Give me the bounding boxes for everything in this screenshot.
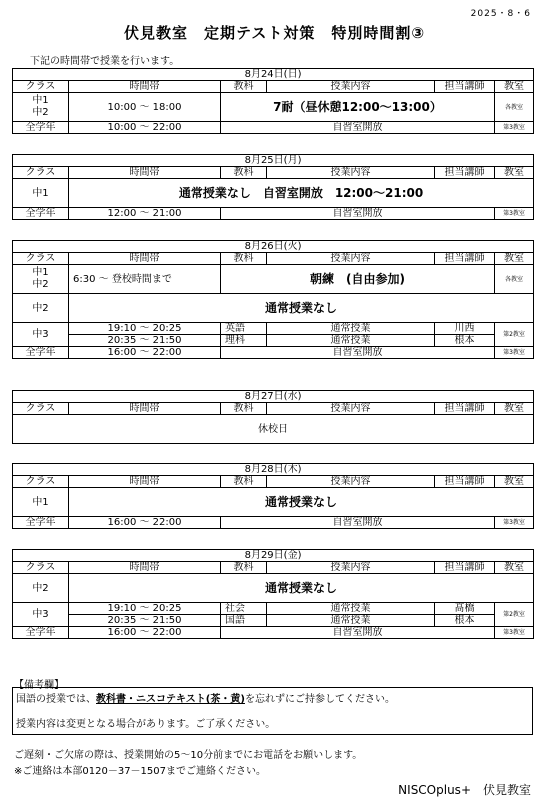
header-teacher: 担当講師: [435, 81, 495, 93]
row-time: 10:00 ～ 22:00: [69, 122, 221, 134]
row-subject: 理科: [221, 335, 267, 347]
schedule-table-aug24: [12, 68, 534, 134]
header-teacher: 担当講師: [435, 253, 495, 265]
note-suffix: を忘れずにご持参してください。: [244, 694, 395, 705]
header-room: 教室: [495, 253, 534, 265]
header-subject: 教科: [221, 167, 267, 179]
schedule-table-aug29: [12, 549, 534, 639]
row-teacher: 髙橋: [435, 603, 495, 615]
day-date: 8月24日(日): [13, 69, 534, 81]
row-class: 中3: [13, 603, 69, 627]
row-class: 全学年: [13, 627, 69, 639]
row-content: 自習室開放: [221, 122, 495, 134]
brand-name: NISCOplus+ 伏見教室: [398, 783, 531, 797]
header-class: クラス: [13, 81, 69, 93]
row-room: 各教室: [495, 93, 534, 122]
row-class: 全学年: [13, 517, 69, 529]
notes-box: [12, 687, 533, 735]
header-time: 時間帯: [69, 167, 221, 179]
header-room: 教室: [495, 403, 534, 415]
row-room: 第2教室: [495, 603, 534, 627]
header-time: 時間帯: [69, 253, 221, 265]
row-room: 第3教室: [495, 517, 534, 529]
row-time: 16:00 ～ 22:00: [69, 627, 221, 639]
intro-text: 下記の時間帯で授業を行います。: [30, 56, 180, 67]
row-content: 通常授業: [267, 615, 435, 627]
row-class: 中2: [13, 294, 69, 323]
row-time: 12:00 ～ 21:00: [69, 208, 221, 220]
header-teacher: 担当講師: [435, 403, 495, 415]
row-content: 通常授業なし 自習室開放 12:00～21:00: [69, 179, 534, 208]
header-subject: 教科: [221, 81, 267, 93]
header-room: 教室: [495, 562, 534, 574]
schedule-table-aug25: [12, 154, 534, 220]
notes-heading: 【備考欄】: [14, 680, 64, 691]
header-teacher: 担当講師: [435, 562, 495, 574]
row-class: 中1: [13, 488, 69, 517]
header-time: 時間帯: [69, 403, 221, 415]
row-class: 全学年: [13, 208, 69, 220]
row-time: 20:35 ～ 21:50: [69, 335, 221, 347]
day-date: 8月25日(月): [13, 155, 534, 167]
header-subject: 教科: [221, 562, 267, 574]
header-time: 時間帯: [69, 562, 221, 574]
row-teacher: 根本: [435, 615, 495, 627]
header-content: 授業内容: [267, 476, 435, 488]
page-title: 伏見教室 定期テスト対策 特別時間割③: [123, 24, 426, 42]
footer-contact: ※ご連絡は本部0120－37－1507までご連絡ください。: [14, 766, 267, 777]
row-class: 中1: [13, 179, 69, 208]
header-content: 授業内容: [267, 253, 435, 265]
header-class: クラス: [13, 562, 69, 574]
footer-absence: ご遅刻・ご欠席の際は、授業開始の5～10分前までにお電話をお願いします。: [14, 750, 363, 761]
row-time: 19:10 ～ 20:25: [69, 603, 221, 615]
row-content: 朝練 (自由参加): [221, 265, 495, 294]
row-content: 自習室開放: [221, 208, 495, 220]
row-time: 16:00 ～ 22:00: [69, 347, 221, 359]
row-content: 通常授業: [267, 323, 435, 335]
row-time: 16:00 ～ 22:00: [69, 517, 221, 529]
schedule-table-aug27: [12, 390, 534, 444]
day-date: 8月29日(金): [13, 550, 534, 562]
note-prefix: 国語の授業では、: [16, 694, 96, 705]
header-time: 時間帯: [69, 81, 221, 93]
row-room: 第3教室: [495, 208, 534, 220]
header-time: 時間帯: [69, 476, 221, 488]
header-subject: 教科: [221, 403, 267, 415]
row-class: 中3: [13, 323, 69, 347]
row-content: 自習室開放: [221, 627, 495, 639]
row-subject: 国語: [221, 615, 267, 627]
row-subject: 社会: [221, 603, 267, 615]
row-teacher: 根本: [435, 335, 495, 347]
row-teacher: 川西: [435, 323, 495, 335]
row-class: 全学年: [13, 122, 69, 134]
header-teacher: 担当講師: [435, 167, 495, 179]
day-date: 8月27日(水): [13, 391, 534, 403]
row-room: 第3教室: [495, 122, 534, 134]
header-room: 教室: [495, 167, 534, 179]
row-room: 第3教室: [495, 347, 534, 359]
row-content: 休校日: [13, 415, 534, 444]
note-bold: 教科書・ニスコテキスト(茶・黄): [96, 694, 245, 705]
header-room: 教室: [495, 81, 534, 93]
row-room: 第3教室: [495, 627, 534, 639]
row-content: 通常授業なし: [69, 574, 534, 603]
row-content: 自習室開放: [221, 517, 495, 529]
row-content: 通常授業なし: [69, 488, 534, 517]
note-change: 授業内容は変更となる場合があります。ご了承ください。: [16, 719, 276, 730]
row-subject: 英語: [221, 323, 267, 335]
row-content: 通常授業: [267, 603, 435, 615]
note-textbook: [16, 690, 395, 705]
row-time: 6:30 ～ 登校時間まで: [69, 265, 221, 294]
row-content: 通常授業: [267, 335, 435, 347]
row-room: 第2教室: [495, 323, 534, 347]
header-class: クラス: [13, 167, 69, 179]
row-time: 10:00 ～ 18:00: [69, 93, 221, 122]
schedule-table-aug26: [12, 240, 534, 359]
row-room: 各教室: [495, 265, 534, 294]
header-room: 教室: [495, 476, 534, 488]
header-subject: 教科: [221, 253, 267, 265]
header-subject: 教科: [221, 476, 267, 488]
day-date: 8月26日(火): [13, 241, 534, 253]
header-content: 授業内容: [267, 562, 435, 574]
day-date: 8月28日(木): [13, 464, 534, 476]
header-class: クラス: [13, 403, 69, 415]
header-content: 授業内容: [267, 167, 435, 179]
row-class: 中2: [13, 574, 69, 603]
header-class: クラス: [13, 253, 69, 265]
header-content: 授業内容: [267, 81, 435, 93]
issue-date: 2025・8・6: [470, 9, 531, 19]
header-content: 授業内容: [267, 403, 435, 415]
header-teacher: 担当講師: [435, 476, 495, 488]
row-time: 20:35 ～ 21:50: [69, 615, 221, 627]
row-class: 中1 中2: [13, 265, 69, 294]
row-content: 自習室開放: [221, 347, 495, 359]
schedule-table-aug28: [12, 463, 534, 529]
header-class: クラス: [13, 476, 69, 488]
row-class: 全学年: [13, 347, 69, 359]
row-time: 19:10 ～ 20:25: [69, 323, 221, 335]
row-content: 7耐（昼休憩12:00～13:00）: [221, 93, 495, 122]
row-class: 中1 中2: [13, 93, 69, 122]
row-content: 通常授業なし: [69, 294, 534, 323]
